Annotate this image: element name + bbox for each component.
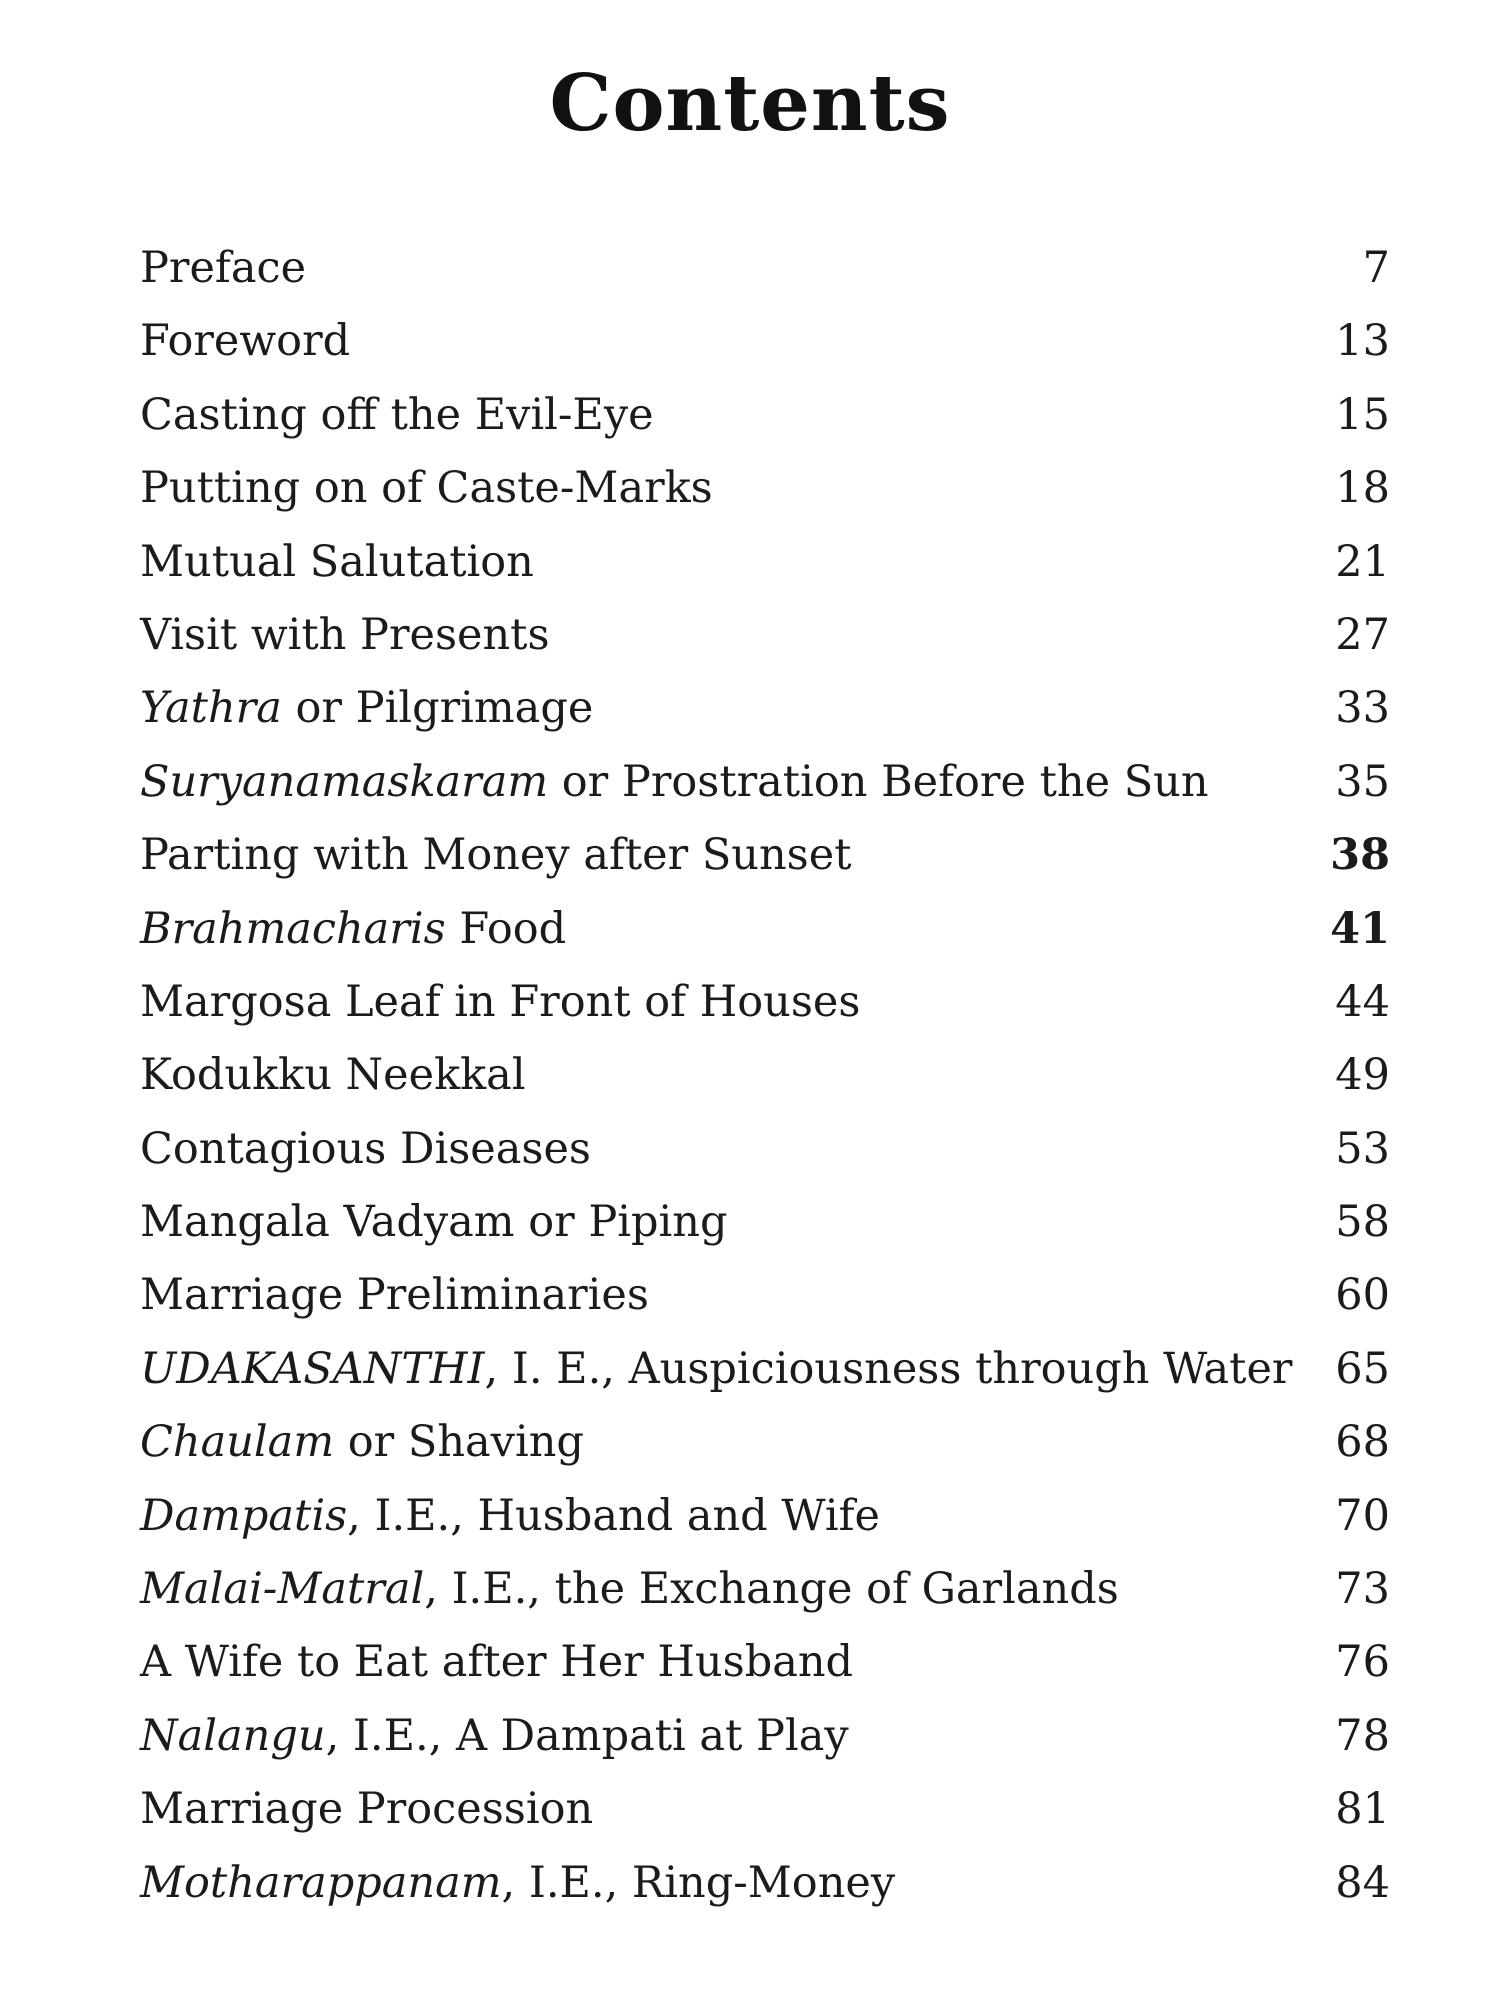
toc-entry-text: Putting on of Caste-Marks: [140, 463, 713, 514]
toc-page-number: 35: [1335, 756, 1390, 807]
toc-entry-title: [140, 1186, 728, 1259]
toc-page-number: 60: [1335, 1270, 1390, 1321]
toc-entry-text: Visit with Presents: [140, 609, 550, 660]
toc-page-number: 81: [1335, 1784, 1390, 1835]
toc-entry-italic-term: Dampatis: [140, 1490, 348, 1541]
toc-entry[interactable]: [140, 1113, 1390, 1186]
toc-entry[interactable]: [140, 1553, 1390, 1626]
toc-entry-title: [140, 1480, 880, 1553]
toc-entry[interactable]: [140, 1186, 1390, 1259]
toc-entry-italic-term: Motharappanam: [140, 1857, 502, 1908]
toc-entry[interactable]: [140, 379, 1390, 452]
toc-entry-title: [140, 1773, 593, 1846]
toc-entry[interactable]: [140, 1480, 1390, 1553]
toc-entry-italic-term: Chaulam: [140, 1417, 335, 1468]
toc-entry-title: [140, 966, 860, 1039]
toc-entry-title: [140, 1553, 1119, 1626]
toc-page-number: 21: [1335, 536, 1390, 587]
toc-entry-italic-term: Suryanamaskaram: [140, 756, 549, 807]
toc-page-number: 84: [1335, 1857, 1390, 1908]
toc-entry-title: [140, 379, 654, 452]
toc-entry[interactable]: [140, 1773, 1390, 1846]
toc-entry-text: or Pilgrimage: [281, 683, 594, 734]
toc-entry-text: or Shaving: [334, 1417, 584, 1468]
toc-page-number: 33: [1335, 683, 1390, 734]
table-of-contents: [140, 232, 1390, 1920]
toc-entry-italic-term: UDAKASANTHI: [140, 1343, 485, 1394]
toc-page-number: 68: [1335, 1417, 1390, 1468]
toc-entry[interactable]: [140, 1700, 1390, 1773]
toc-page-number: 49: [1335, 1050, 1390, 1101]
toc-entry-text: Casting off the Evil-Eye: [140, 389, 654, 440]
toc-entry[interactable]: [140, 1039, 1390, 1112]
toc-entry[interactable]: [140, 1333, 1390, 1406]
toc-entry-italic-term: Nalangu: [140, 1710, 326, 1761]
toc-page-number: 7: [1362, 243, 1390, 293]
toc-entry-title: [140, 1847, 895, 1920]
toc-entry-title: [140, 1113, 591, 1186]
toc-entry-title: [140, 1700, 849, 1773]
toc-entry[interactable]: [140, 1259, 1390, 1332]
toc-entry-title: [140, 305, 350, 378]
toc-entry[interactable]: [140, 526, 1390, 599]
toc-entry-title: [140, 819, 851, 892]
toc-page-number: 41: [1330, 903, 1390, 954]
toc-entry-text: Marriage Preliminaries: [140, 1270, 649, 1321]
toc-page-number: 38: [1330, 830, 1390, 881]
toc-entry-title: [140, 672, 593, 745]
toc-page-number: 27: [1335, 609, 1390, 660]
toc-page-number: 76: [1335, 1637, 1390, 1688]
toc-entry[interactable]: [140, 452, 1390, 525]
toc-entry[interactable]: [140, 746, 1390, 819]
toc-entry[interactable]: [140, 599, 1390, 672]
toc-entry[interactable]: [140, 819, 1390, 892]
toc-entry-title: [140, 1406, 584, 1479]
toc-entry-text: Contagious Diseases: [140, 1123, 591, 1174]
toc-entry-text: A Wife to Eat after Her Husband: [140, 1637, 854, 1688]
toc-entry[interactable]: [140, 232, 1390, 305]
toc-entry-text: , I.E., the Exchange of Garlands: [424, 1564, 1119, 1615]
toc-entry-text: , I. E., Auspiciousness through Water: [484, 1343, 1293, 1394]
toc-entry-title: [140, 1039, 526, 1112]
toc-entry-text: Mutual Salutation: [140, 536, 534, 587]
toc-page-number: 44: [1335, 976, 1390, 1027]
toc-entry-title: [140, 452, 713, 525]
toc-entry-title: [140, 1333, 1292, 1406]
toc-entry-text: Preface: [140, 243, 307, 293]
toc-page-number: 53: [1335, 1123, 1390, 1174]
toc-entry-text: Foreword: [140, 316, 351, 367]
toc-entry[interactable]: [140, 305, 1390, 378]
toc-entry-title: [140, 599, 550, 672]
toc-entry-title: [140, 746, 1209, 819]
toc-page-number: 78: [1335, 1710, 1390, 1761]
toc-entry-text: Marriage Procession: [140, 1784, 594, 1835]
toc-entry[interactable]: [140, 672, 1390, 745]
toc-entry[interactable]: [140, 1626, 1390, 1699]
toc-entry-text: Parting with Money after Sunset: [140, 830, 852, 881]
toc-page-number: 13: [1335, 316, 1390, 367]
toc-entry-title: [140, 526, 534, 599]
toc-entry-text: , I.E., Husband and Wife: [347, 1490, 880, 1541]
toc-page-number: 18: [1335, 463, 1390, 514]
toc-page-number: 65: [1335, 1343, 1390, 1394]
page-title: Contents: [549, 58, 951, 149]
toc-entry-title: [140, 232, 306, 305]
toc-entry-text: Margosa Leaf in Front of Houses: [140, 976, 861, 1027]
toc-entry-text: , I.E., A Dampati at Play: [325, 1710, 849, 1761]
toc-entry[interactable]: [140, 1406, 1390, 1479]
toc-entry[interactable]: [140, 1847, 1390, 1920]
toc-entry-title: [140, 1626, 853, 1699]
toc-page-number: 58: [1335, 1197, 1390, 1248]
toc-page-number: 15: [1335, 389, 1390, 440]
toc-entry-italic-term: Yathra: [140, 683, 282, 734]
toc-page-number: 70: [1335, 1490, 1390, 1541]
toc-entry-text: , I.E., Ring-Money: [501, 1857, 896, 1908]
toc-entry[interactable]: [140, 893, 1390, 966]
toc-entry-italic-term: Brahmacharis: [140, 903, 446, 954]
toc-entry-text: Mangala Vadyam or Piping: [140, 1197, 728, 1248]
toc-entry-title: [140, 1259, 649, 1332]
toc-entry-text: Kodukku Neekkal: [140, 1050, 526, 1101]
toc-page-number: 73: [1335, 1564, 1390, 1615]
toc-entry[interactable]: [140, 966, 1390, 1039]
toc-entry-text: Food: [445, 903, 567, 954]
toc-entry-text: or Prostration Before the Sun: [548, 756, 1209, 807]
toc-entry-italic-term: Malai-Matral: [140, 1564, 425, 1615]
toc-entry-title: [140, 893, 566, 966]
